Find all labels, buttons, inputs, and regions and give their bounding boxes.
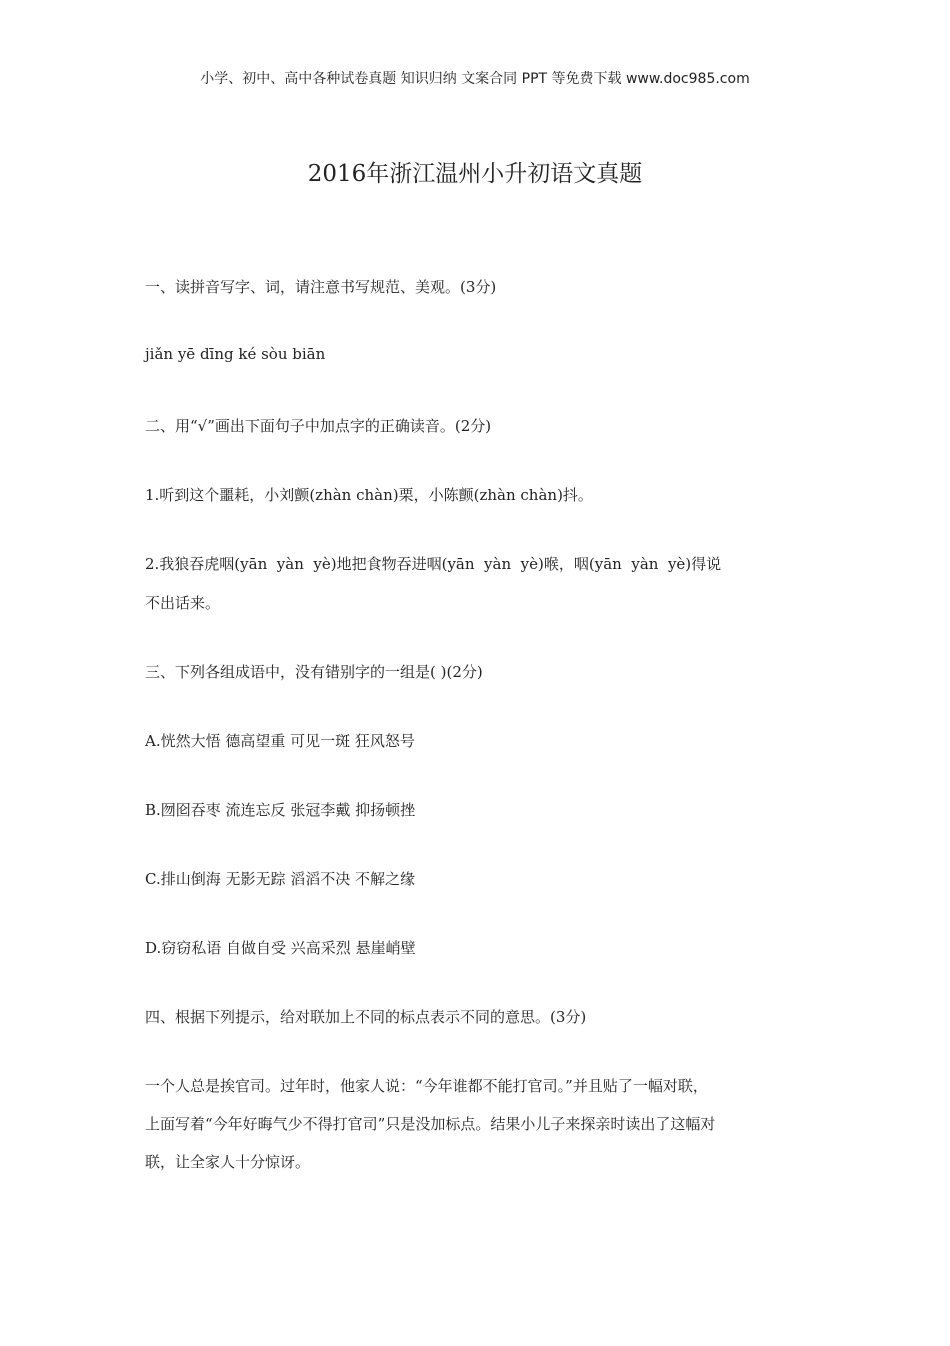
- question-4-paragraph-line-3: 联，让全家人十分惊讶。: [145, 1153, 311, 1171]
- question-4-paragraph: [145, 1067, 810, 1181]
- question-3-option-d: D.窃窃私语 自做自受 兴高采烈 悬崖峭壁: [145, 939, 416, 957]
- question-2-heading: 二、用“√”画出下面句子中加点字的正确读音。(2分): [145, 417, 492, 435]
- question-4-paragraph-line-2: 上面写着“今年好晦气少不得打官司”只是没加标点。结果小儿子来探亲时读出了这幅对: [145, 1115, 716, 1133]
- question-1-heading: 一、读拼音写字、词，请注意书写规范、美观。(3分): [145, 278, 497, 296]
- page-header-banner: 小学、初中、高中各种试卷真题 知识归纳 文案合同 PPT 等免费下载 www.doc985.com: [200, 71, 750, 87]
- question-4-heading: 四、根据下列提示，给对联加上不同的标点表示不同的意思。(3分): [145, 1008, 587, 1026]
- question-3-option-a: A.恍然大悟 德高望重 可见一斑 狂风怒号: [145, 732, 415, 750]
- question-3-option-c: C.排山倒海 无影无踪 滔滔不决 不解之缘: [145, 870, 416, 888]
- question-2-sentence-1: 1.听到这个噩耗，小刘颤(zhàn chàn)栗，小陈颤(zhàn chàn)抖。: [145, 486, 593, 504]
- question-3-option-b: B.囫囵吞枣 流连忘反 张冠李戴 抑扬顿挫: [145, 801, 416, 819]
- question-1-pinyin: jiǎn yē dīng ké sòu biān: [145, 345, 326, 363]
- question-2-sentence-2-line-1: 2.我狼吞虎咽(yān yàn yè)地把食物吞进咽(yān yàn yè)喉，咽(yān yàn yè)得说: [145, 555, 722, 573]
- question-4-paragraph-line-1: 一个人总是挨官司。过年时，他家人说：“今年谁都不能打官司。”并且贴了一幅对联，: [145, 1077, 708, 1095]
- question-3-heading: 三、下列各组成语中，没有错别字的一组是( )(2分): [145, 663, 483, 681]
- page-title: 2016年浙江温州小升初语文真题: [307, 161, 643, 187]
- question-2-sentence-2-line-2: 不出话来。: [145, 594, 221, 612]
